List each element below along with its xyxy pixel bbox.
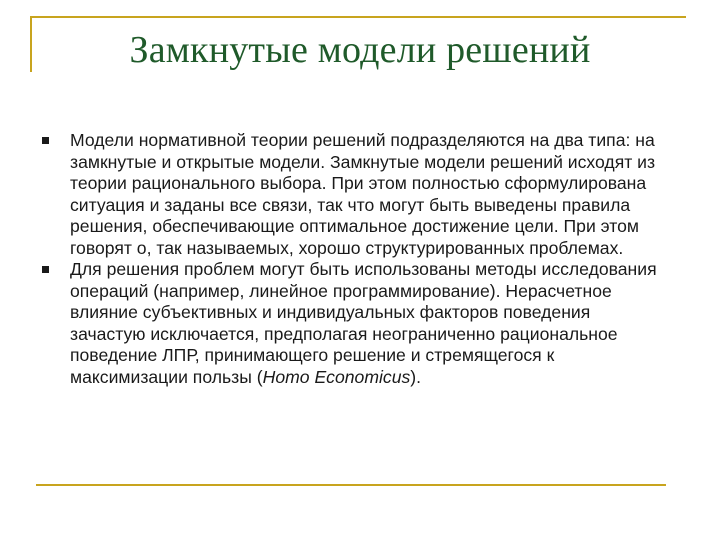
bullet-text-main: Для решения проблем могут быть использованы методы исследования операций (например, линейное программирование). Нерасчетное влияние субъективных и индивидуальных факторов поведения зачастую исключается, предполагая неограниченно рациональное поведение ЛПР, принимающего решение и стремящегося к максимизации пользы ( <box>70 259 657 387</box>
bottom-rule <box>36 484 666 486</box>
bullet-text: Модели нормативной теории решений подразделяются на два типа: на замкнутые и открытые модели. Замкнутые модели решений исходят из теории рационального выбора. При этом полностью сформулирована ситуация и заданы все связи, так что могут быть выведены правила решения, обеспечивающие оптимальное достижение цели. При этом говорят о, так называемых, хорошо структурированных проблемах. <box>70 130 656 258</box>
square-bullet-icon <box>42 137 49 144</box>
bullet-text-end: ). <box>410 366 422 387</box>
top-rule <box>30 16 686 18</box>
bullet-list <box>40 130 670 388</box>
slide-title: Замкнутые модели решений <box>129 29 591 71</box>
list-item <box>40 130 670 259</box>
list-item <box>40 259 670 388</box>
square-bullet-icon <box>42 266 49 273</box>
bullet-text <box>70 259 670 388</box>
bullet-text-italic: Homo Economicus <box>262 366 411 387</box>
